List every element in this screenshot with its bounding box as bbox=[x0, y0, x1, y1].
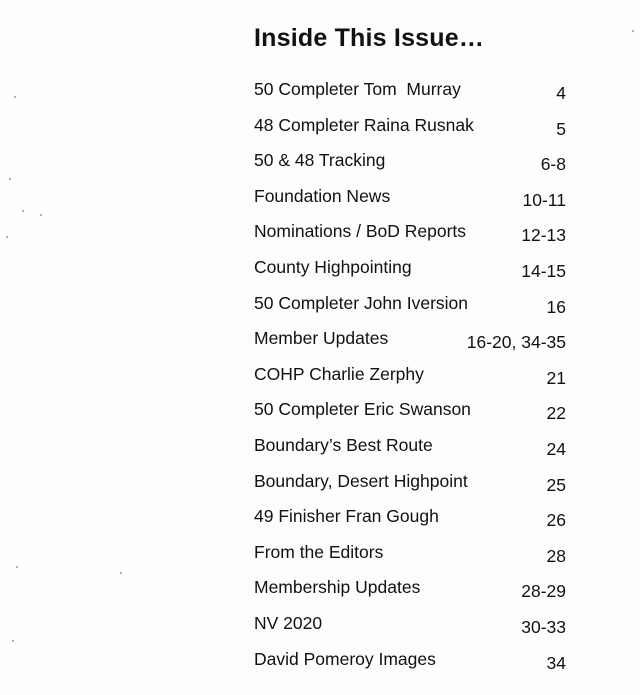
toc-entry bbox=[254, 219, 574, 255]
toc-list bbox=[254, 77, 574, 682]
toc-entry-label: 50 Completer Tom Murray bbox=[254, 79, 461, 99]
toc-entry bbox=[254, 469, 574, 505]
toc-entry-page: 30-33 bbox=[521, 616, 566, 637]
scan-speck bbox=[6, 236, 8, 238]
toc-entry bbox=[254, 184, 574, 220]
toc-entry-page: 28-29 bbox=[521, 581, 566, 602]
toc-entry-label: Membership Updates bbox=[254, 577, 421, 598]
scan-speck bbox=[12, 640, 14, 642]
toc-entry bbox=[254, 77, 574, 113]
toc-entry bbox=[254, 611, 574, 647]
toc-entry-label: 50 & 48 Tracking bbox=[254, 150, 386, 171]
toc-entry bbox=[254, 504, 574, 540]
toc-entry-page: 4 bbox=[556, 83, 566, 103]
toc-entry-label: County Highpointing bbox=[254, 256, 412, 277]
toc-entry-label: Foundation News bbox=[254, 185, 391, 206]
toc-entry-label: From the Editors bbox=[254, 541, 384, 562]
toc-entry-label: Nominations / BoD Reports bbox=[254, 221, 467, 242]
toc-entry-page: 25 bbox=[546, 474, 566, 495]
toc-title: Inside This Issue… bbox=[254, 24, 485, 52]
scan-speck bbox=[120, 572, 122, 574]
toc-entry-page: 16-20, 34-35 bbox=[466, 332, 566, 353]
toc-entry bbox=[254, 291, 574, 327]
scan-speck bbox=[16, 566, 18, 568]
toc-entry-label: COHP Charlie Zerphy bbox=[254, 363, 424, 384]
toc-entry-label: NV 2020 bbox=[254, 612, 323, 633]
toc-entry bbox=[254, 113, 574, 149]
scan-speck bbox=[9, 178, 11, 180]
toc-entry bbox=[254, 255, 574, 291]
toc-entry-label: 48 Completer Raina Rusnak bbox=[254, 114, 474, 135]
toc-entry-label: Member Updates bbox=[254, 328, 389, 349]
toc-entry bbox=[254, 397, 574, 433]
toc-entry bbox=[254, 647, 574, 683]
toc-entry-label: Boundary, Desert Highpoint bbox=[254, 470, 468, 491]
toc-entry bbox=[254, 326, 574, 362]
toc-entry-page: 16 bbox=[546, 296, 566, 317]
toc-entry-page: 28 bbox=[546, 545, 566, 566]
toc-entry-page: 34 bbox=[546, 652, 566, 673]
toc-entry-label: Boundary’s Best Route bbox=[254, 434, 433, 455]
toc-entry-label: David Pomeroy Images bbox=[254, 648, 436, 669]
scan-speck bbox=[14, 96, 16, 98]
toc-entry bbox=[254, 362, 574, 398]
toc-entry bbox=[254, 433, 574, 469]
toc-entry bbox=[254, 148, 574, 184]
toc-entry-page: 14-15 bbox=[521, 260, 566, 281]
toc-entry-page: 10-11 bbox=[522, 189, 566, 210]
toc-entry-page: 12-13 bbox=[521, 225, 566, 246]
toc-entry bbox=[254, 575, 574, 611]
toc-entry-label: 50 Completer John Iversion bbox=[254, 292, 468, 313]
scan-speck bbox=[22, 210, 24, 212]
scan-speck bbox=[632, 30, 634, 32]
toc-entry-page: 21 bbox=[546, 367, 566, 388]
toc-entry-label: 50 Completer Eric Swanson bbox=[254, 399, 471, 420]
toc-entry-page: 5 bbox=[556, 118, 566, 139]
table-of-contents bbox=[254, 18, 574, 682]
toc-entry-page: 6-8 bbox=[540, 154, 566, 175]
toc-entry-page: 26 bbox=[546, 510, 566, 531]
toc-entry-label: 49 Finisher Fran Gough bbox=[254, 506, 439, 527]
scan-speck bbox=[40, 214, 42, 216]
toc-entry-page: 22 bbox=[546, 403, 566, 424]
toc-entry bbox=[254, 540, 574, 576]
toc-entry-page: 24 bbox=[546, 438, 566, 459]
